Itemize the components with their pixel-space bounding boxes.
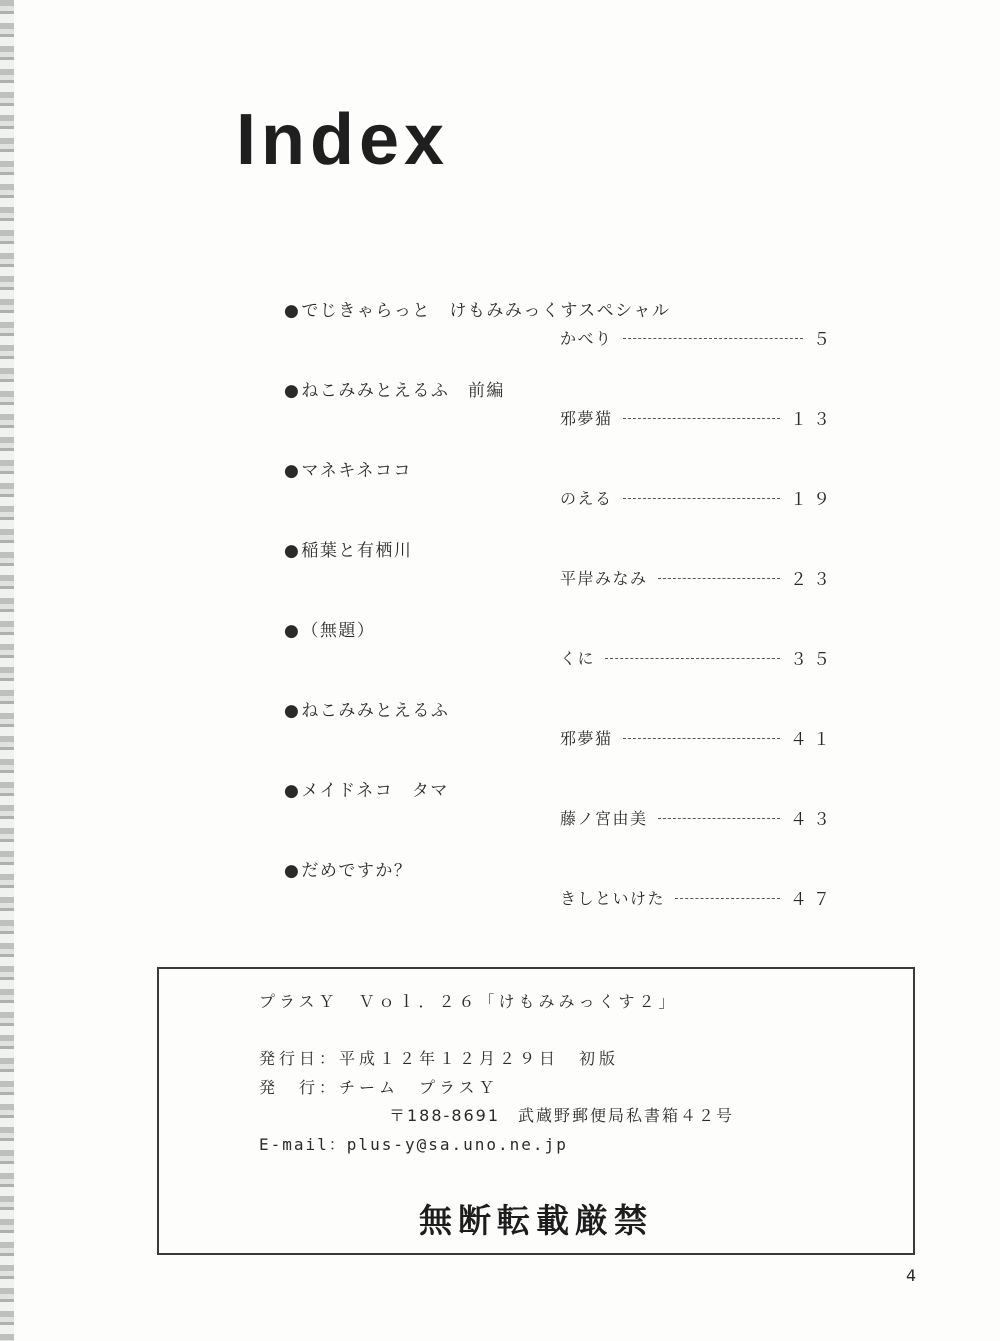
bullet-icon: ● (284, 381, 301, 401)
entry-author: 平岸みなみ (560, 568, 648, 588)
entry-title (284, 456, 412, 481)
scan-edge (0, 0, 14, 1341)
entry-author: 邪夢猫 (560, 408, 613, 428)
page-title: Index (236, 100, 450, 180)
entry-page: ２３ (790, 569, 836, 590)
entry-title (284, 296, 670, 321)
entry-page: ４３ (790, 809, 836, 830)
entry-author: 藤ノ宮由美 (560, 808, 648, 828)
entry-page: ５ (813, 329, 836, 350)
dot-leader (623, 338, 803, 339)
entry-title-text: ねこみみとえるふ (301, 701, 450, 721)
entry-author: 邪夢猫 (560, 728, 613, 748)
bullet-icon: ● (284, 861, 301, 881)
bullet-icon: ● (284, 301, 301, 321)
entry-author: のえる (560, 488, 613, 508)
toc-entry (284, 856, 844, 936)
entry-author-line (560, 726, 836, 748)
dot-leader (623, 418, 780, 419)
bullet-icon: ● (284, 621, 301, 641)
entry-title (284, 696, 449, 721)
entry-page: １３ (790, 409, 836, 430)
series-title: プラスＹ Ｖｏｌ．２６「けもみみっくす２」 (259, 992, 679, 1011)
entry-author-line (560, 646, 836, 668)
email-address: E-mail：plus-y@sa.uno.ne.jp (259, 1135, 568, 1154)
toc-entry (284, 376, 844, 456)
postal-address: 〒188-8691 武蔵野郵便局私書箱４２号 (389, 1106, 735, 1125)
entry-title-text: 稲葉と有栖川 (301, 541, 413, 561)
entry-title (284, 856, 412, 881)
toc-entry (284, 296, 844, 376)
entry-author: かべり (560, 328, 613, 348)
entry-title-text: マネキネココ (301, 461, 413, 481)
entry-author: くに (560, 648, 596, 668)
entry-title-text: ねこみみとえるふ 前編 (301, 381, 505, 401)
entry-title (284, 616, 375, 641)
entry-page: ４１ (790, 729, 836, 750)
colophon-box (157, 967, 915, 1255)
table-of-contents (284, 296, 844, 936)
dot-leader (658, 578, 780, 579)
entry-title (284, 376, 505, 401)
entry-title (284, 536, 412, 561)
dot-leader (605, 658, 780, 659)
dot-leader (675, 898, 780, 899)
entry-author-line (560, 406, 836, 428)
toc-entry (284, 776, 844, 856)
bullet-icon: ● (284, 781, 301, 801)
toc-entry (284, 536, 844, 616)
entry-author-line (560, 566, 836, 588)
bullet-icon: ● (284, 461, 301, 481)
entry-title-text: メイドネコ タマ (301, 781, 449, 801)
entry-author-line (560, 326, 836, 348)
dot-leader (658, 818, 780, 819)
entry-author-line (560, 486, 836, 508)
toc-entry (284, 696, 844, 776)
bullet-icon: ● (284, 541, 301, 561)
entry-page: １９ (790, 489, 836, 510)
publisher: 発 行：チーム プラスＹ (259, 1078, 499, 1097)
bullet-icon: ● (284, 701, 301, 721)
entry-author-line (560, 886, 836, 908)
dot-leader (623, 738, 780, 739)
entry-author: きしといけた (560, 888, 666, 908)
copyright-notice: 無断転載厳禁 (419, 1201, 653, 1240)
entry-page: ４７ (790, 889, 836, 910)
toc-entry (284, 616, 844, 696)
entry-title (284, 776, 449, 801)
toc-entry (284, 456, 844, 536)
issue-date: 発行日：平成１２年１２月２９日 初版 (259, 1049, 620, 1068)
page-number: 4 (906, 1266, 917, 1285)
entry-page: ３５ (790, 649, 836, 670)
entry-author-line (560, 806, 836, 828)
dot-leader (623, 498, 780, 499)
entry-title-text: （無題） (301, 621, 376, 641)
entry-title-text: でじきゃらっと けもみみっくすスペシャル (301, 301, 671, 321)
entry-title-text: だめですか？ (301, 861, 413, 881)
